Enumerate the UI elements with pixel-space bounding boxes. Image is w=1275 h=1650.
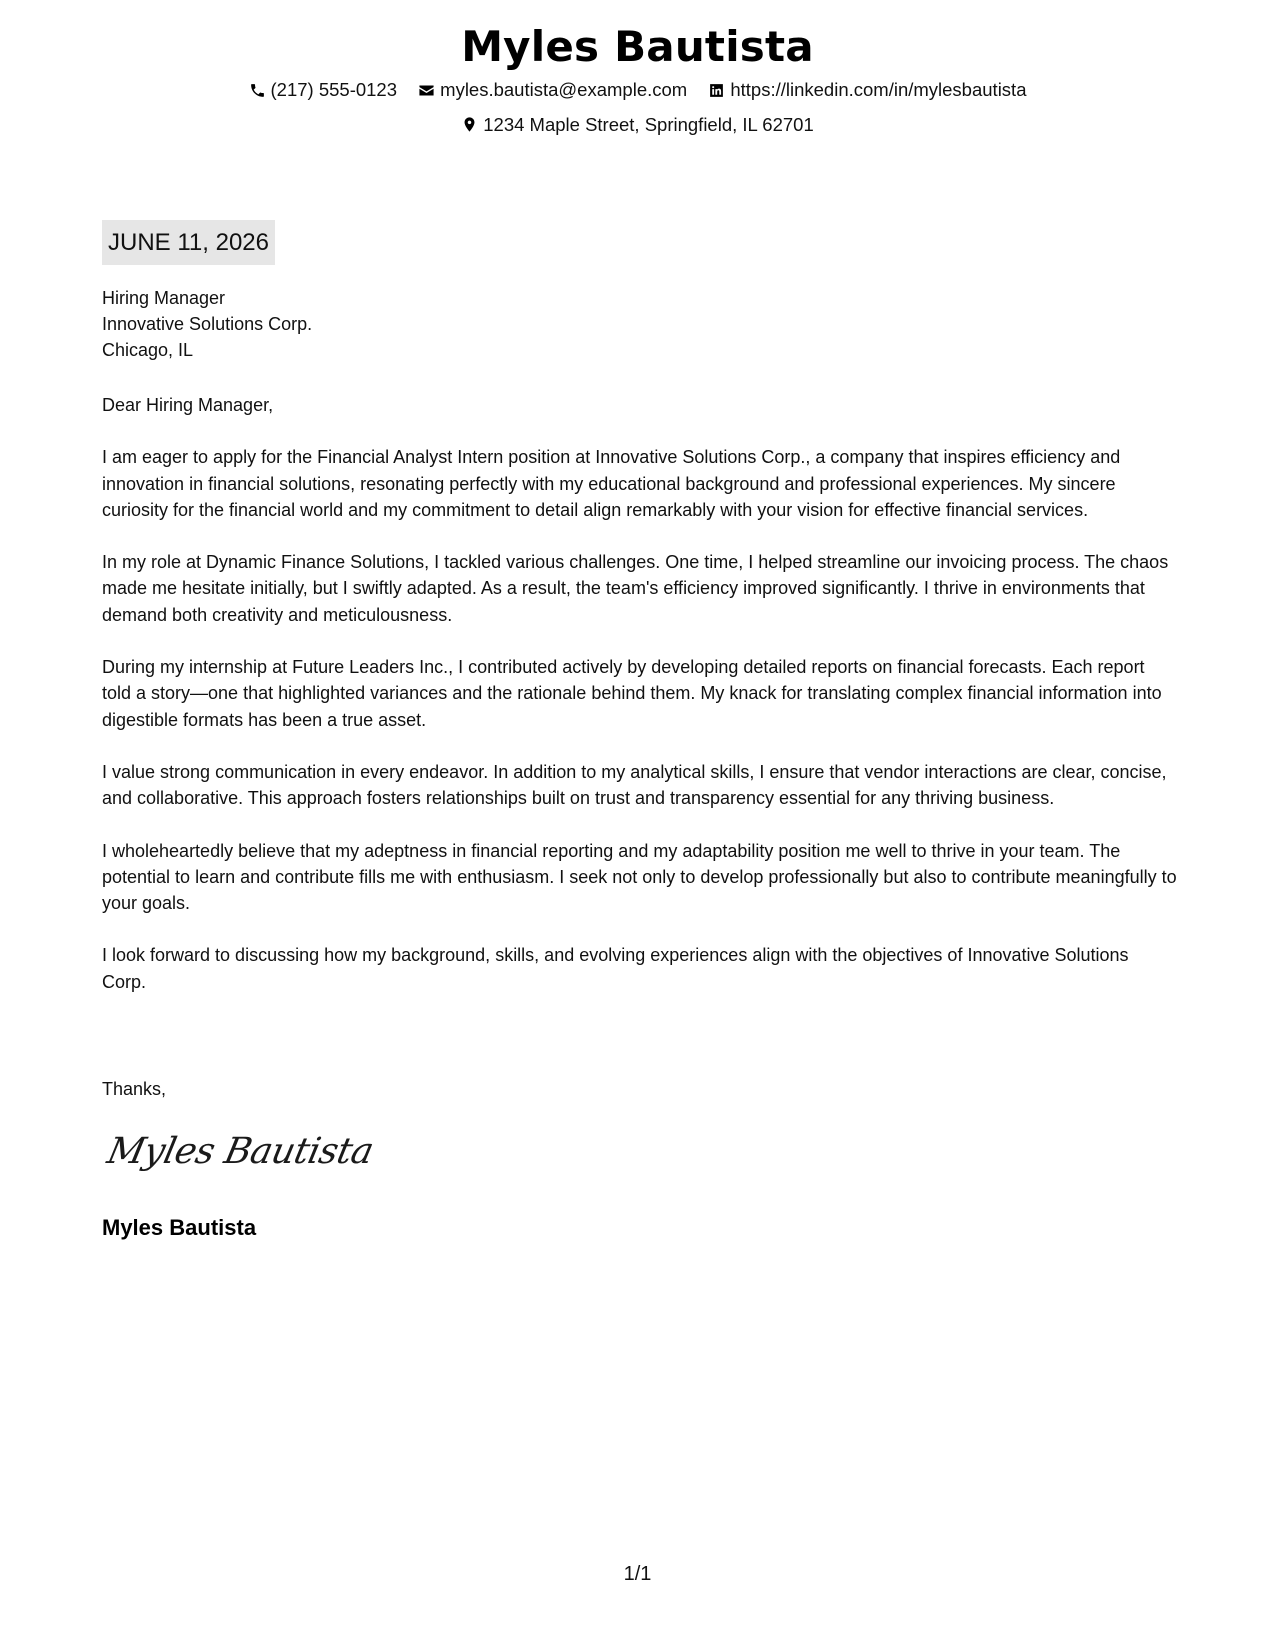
- signoff-name: Myles Bautista: [102, 1215, 257, 1240]
- phone-icon: [249, 82, 266, 99]
- contact-phone: [249, 74, 398, 106]
- body-paragraph: I look forward to discussing how my background, skills, and evolving experiences align with the objectives of Innovative Solutions Corp.: [102, 945, 1129, 992]
- recipient-title: Hiring Manager: [102, 288, 226, 308]
- body-paragraph: I value strong communication in every endeavor. In addition to my analytical skills, I ensure that vendor interactions are clear, concise, and collaborative. This approach fosters relationships built on trust and transparency essential for any thriving business.: [102, 761, 1167, 809]
- recipient-location: Chicago, IL: [102, 340, 194, 360]
- recipient-block: [102, 285, 312, 363]
- linkedin-url[interactable]: https://linkedin.com/in/mylesbautista: [730, 79, 1027, 100]
- contact-linkedin: [708, 74, 1026, 106]
- email-address[interactable]: myles.bautista@example.com: [440, 79, 688, 100]
- phone-number: (217) 555-0123: [270, 79, 398, 100]
- letter-body: [102, 392, 1177, 1021]
- letter-header: [0, 20, 1275, 143]
- contact-email: [418, 74, 687, 106]
- contact-line: [0, 74, 1275, 109]
- salutation: Dear Hiring Manager,: [102, 395, 274, 415]
- body-paragraph: During my internship at Future Leaders Inc., I contributed actively by developing detailed reports on financial forecasts. Each report told a story—one that highlighted variances and the rationale behind them. My knack for translating complex financial information into digestible formats has been a true asset.: [102, 657, 1162, 730]
- applicant-name: Myles Bautista: [461, 22, 814, 71]
- linkedin-icon: [708, 82, 725, 99]
- contact-address: [461, 109, 813, 141]
- page-number: 1/1: [623, 1563, 652, 1585]
- recipient-company: Innovative Solutions Corp.: [102, 314, 313, 334]
- body-paragraph: I wholeheartedly believe that my adeptness in financial reporting and my adaptability position me well to thrive in your team. The potential to learn and contribute fills me with enthusiasm. I seek not only to develop professionally but also to contribute meaningfully to your goals.: [102, 840, 1177, 914]
- body-paragraph: I am eager to apply for the Financial Analyst Intern position at Innovative Solutions Corp., a company that inspires efficiency and innovation in financial solutions, resonating perfectly with my educational background and professional experiences. My sincere curiosity for the financial world and my commitment to detail align remarkably with your vision for effective financial services.: [102, 447, 1121, 520]
- handwritten-signature: Myles Bautista: [103, 1131, 377, 1172]
- envelope-icon: [418, 82, 435, 99]
- letter-date: JUNE 11, 2026: [102, 220, 275, 265]
- map-pin-icon: [461, 116, 478, 133]
- body-paragraph: In my role at Dynamic Finance Solutions, I tackled various challenges. One time, I helped streamline our invoicing process. The chaos made me hesitate initially, but I swiftly adapted. As a result, the team's efficiency improved significantly. I thrive in environments that demand both creativity and meticulousness.: [102, 552, 1169, 625]
- address-line: [0, 109, 1275, 144]
- closing: Thanks,: [102, 1079, 167, 1099]
- street-address: 1234 Maple Street, Springfield, IL 62701: [483, 113, 814, 135]
